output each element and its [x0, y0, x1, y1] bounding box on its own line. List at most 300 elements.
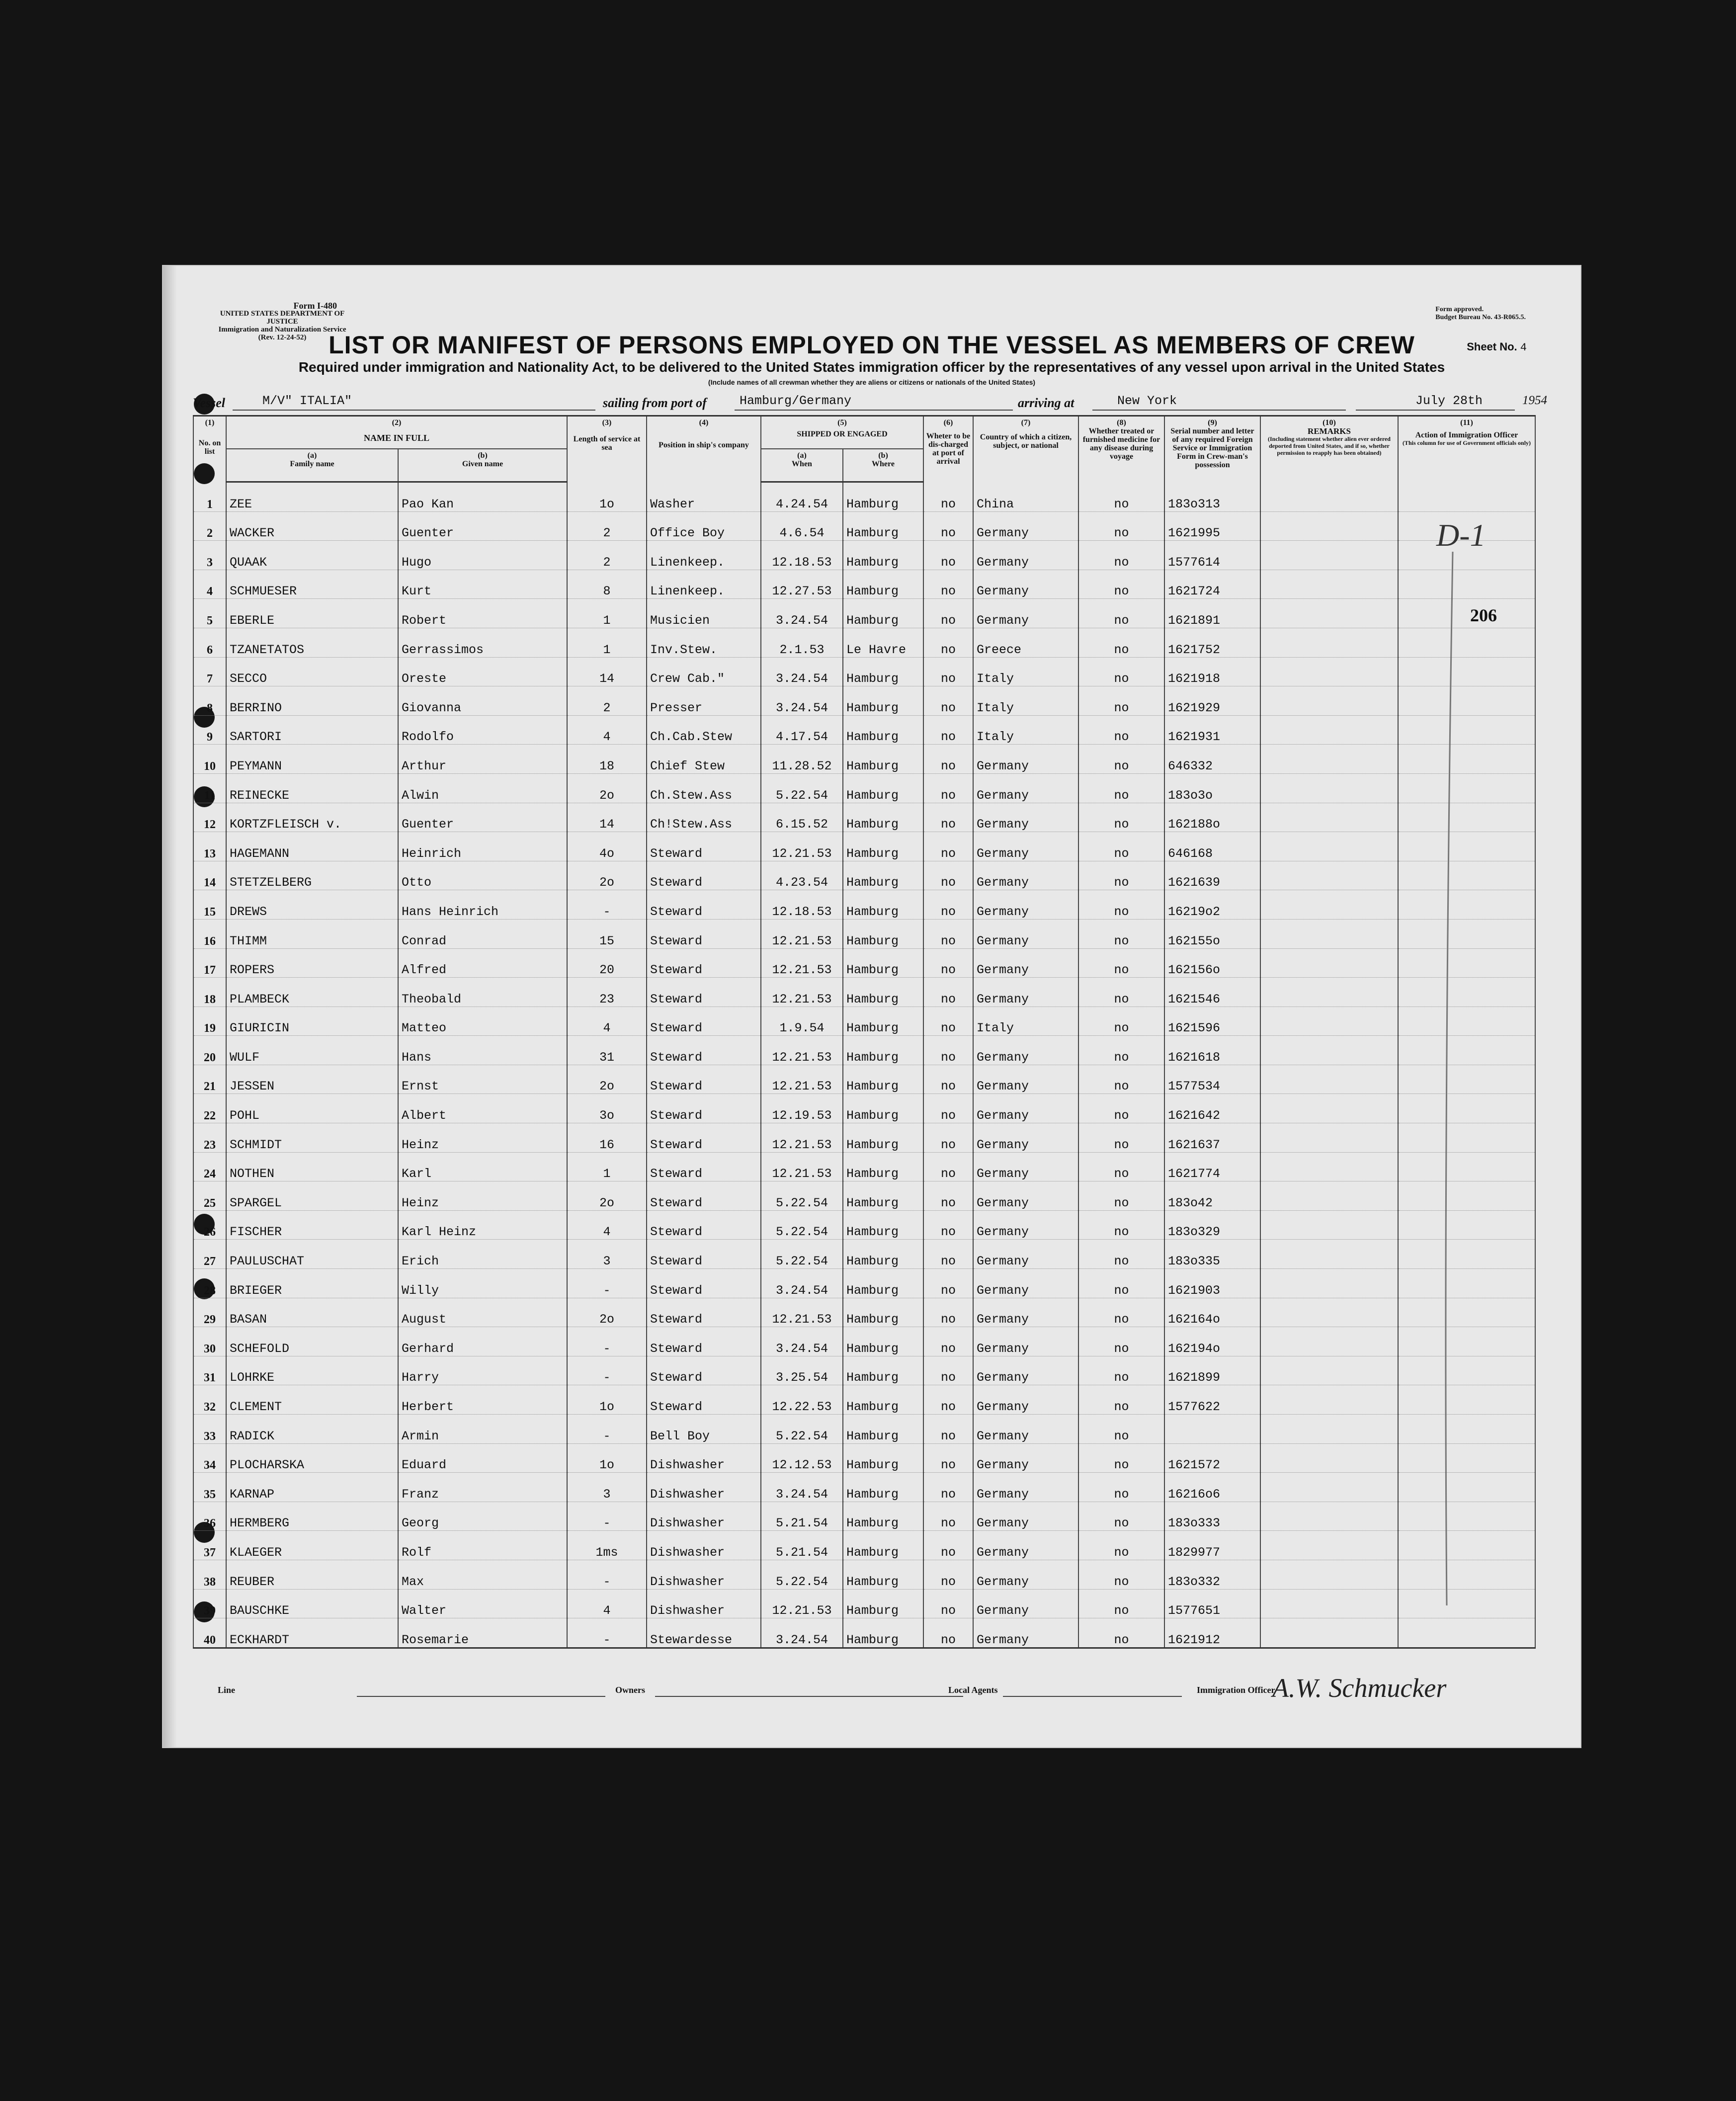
position-cell: Steward [647, 1094, 761, 1123]
table-row [193, 599, 1535, 628]
row-number-cell: 39 [193, 1589, 226, 1618]
shipped-when-cell: 4.23.54 [761, 861, 843, 890]
arrival-date: July 28th [1415, 394, 1483, 408]
position-cell: Dishwasher [647, 1502, 761, 1531]
action-cell [1398, 1210, 1535, 1240]
arrival-port: New York [1117, 394, 1177, 408]
medicine-cell: no [1078, 1298, 1164, 1327]
country-cell: Germany [973, 1210, 1078, 1240]
row-number-cell: 6 [193, 628, 226, 657]
service-length-cell: 4o [567, 832, 647, 861]
given-name-cell: Harry [398, 1356, 567, 1385]
table-row [193, 1240, 1535, 1269]
remarks-cell [1260, 686, 1398, 716]
remarks-cell [1260, 861, 1398, 890]
discharged-cell: no [923, 1327, 973, 1356]
remarks-cell [1260, 1036, 1398, 1065]
country-cell: Germany [973, 948, 1078, 978]
country-cell: Germany [973, 861, 1078, 890]
discharged-cell: no [923, 1589, 973, 1618]
serial-number-cell: 1621596 [1164, 1007, 1260, 1036]
shipped-where-cell: Hamburg [843, 1298, 923, 1327]
action-cell [1398, 948, 1535, 978]
action-cell [1398, 803, 1535, 832]
given-name-cell: Rolf [398, 1531, 567, 1560]
action-cell [1398, 1589, 1535, 1618]
table-row [193, 628, 1535, 657]
position-cell: Dishwasher [647, 1443, 761, 1473]
serial-number-cell: 162156o [1164, 948, 1260, 978]
row-number-cell: 34 [193, 1443, 226, 1473]
shipped-where-cell: Hamburg [843, 1327, 923, 1356]
country-cell: Germany [973, 1298, 1078, 1327]
medicine-cell: no [1078, 1240, 1164, 1269]
country-cell: Germany [973, 1181, 1078, 1211]
table-row [193, 1123, 1535, 1153]
col-given-header: (b) Given name [398, 449, 567, 482]
service-length-cell: - [567, 1356, 647, 1385]
shipped-when-cell: 3.24.54 [761, 1618, 843, 1648]
action-cell [1398, 1181, 1535, 1211]
shipped-when-cell: 2.1.53 [761, 628, 843, 657]
col-name-header: (2) NAME IN FULL [226, 416, 567, 449]
position-cell: Linenkeep. [647, 570, 761, 599]
family-name-cell: TZANETATOS [226, 628, 398, 657]
discharged-cell: no [923, 1531, 973, 1560]
serial-number-cell: 162155o [1164, 919, 1260, 948]
row-number-cell: 26 [193, 1210, 226, 1240]
remarks-cell [1260, 657, 1398, 686]
position-cell: Presser [647, 686, 761, 716]
serial-number-cell: 1621618 [1164, 1036, 1260, 1065]
given-name-cell: Hans Heinrich [398, 890, 567, 920]
shipped-where-cell: Hamburg [843, 1269, 923, 1298]
position-cell: Ch!Stew.Ass [647, 803, 761, 832]
given-name-cell: Albert [398, 1094, 567, 1123]
family-name-cell: SCHEFOLD [226, 1327, 398, 1356]
table-row [193, 1210, 1535, 1240]
given-name-cell: Heinz [398, 1181, 567, 1211]
shipped-where-cell: Hamburg [843, 511, 923, 541]
service-length-cell: 2o [567, 1065, 647, 1094]
remarks-cell [1260, 1589, 1398, 1618]
table-row [193, 1415, 1535, 1444]
service-length-cell: - [567, 1327, 647, 1356]
serial-number-cell: 646168 [1164, 832, 1260, 861]
signature-text: A.W. Schmucker [1272, 1673, 1447, 1703]
discharged-cell: no [923, 948, 973, 978]
table-row [193, 541, 1535, 570]
table-row [193, 1385, 1535, 1415]
country-cell: China [973, 482, 1078, 512]
row-number-cell: 18 [193, 978, 226, 1007]
shipped-when-cell: 3.24.54 [761, 599, 843, 628]
action-annotation: D-1 [1436, 517, 1486, 553]
action-cell [1398, 890, 1535, 920]
given-name-cell: Armin [398, 1415, 567, 1444]
given-name-cell: Guenter [398, 511, 567, 541]
medicine-cell: no [1078, 482, 1164, 512]
shipped-where-cell: Hamburg [843, 1356, 923, 1385]
row-number-cell: 30 [193, 1327, 226, 1356]
country-cell: Germany [973, 1356, 1078, 1385]
country-cell: Italy [973, 686, 1078, 716]
medicine-cell: no [1078, 628, 1164, 657]
col-discharged-header: (6) Wheter to be dis-charged at port of arrival [923, 416, 973, 482]
shipped-where-cell: Hamburg [843, 1385, 923, 1415]
row-number-cell: 36 [193, 1502, 226, 1531]
position-cell: Steward [647, 1065, 761, 1094]
action-cell [1398, 1036, 1535, 1065]
medicine-cell: no [1078, 1618, 1164, 1648]
medicine-cell: no [1078, 1589, 1164, 1618]
remarks-cell [1260, 715, 1398, 745]
shipped-when-cell: 12.19.53 [761, 1094, 843, 1123]
position-cell: Steward [647, 1298, 761, 1327]
position-cell: Bell Boy [647, 1415, 761, 1444]
medicine-cell: no [1078, 861, 1164, 890]
col-position-header: (4) Position in ship's company [647, 416, 761, 482]
table-row [193, 1589, 1535, 1618]
shipped-when-cell: 4.6.54 [761, 511, 843, 541]
row-number-cell: 8 [193, 686, 226, 716]
shipped-where-cell: Hamburg [843, 657, 923, 686]
shipped-where-cell: Le Havre [843, 628, 923, 657]
shipped-where-cell: Hamburg [843, 1065, 923, 1094]
table-row [193, 1065, 1535, 1094]
shipped-when-cell: 1.9.54 [761, 1007, 843, 1036]
shipped-where-cell: Hamburg [843, 715, 923, 745]
position-cell: Steward [647, 978, 761, 1007]
row-number-cell: 25 [193, 1181, 226, 1211]
serial-number-cell: 1621995 [1164, 511, 1260, 541]
header-row [193, 416, 1535, 449]
discharged-cell: no [923, 1094, 973, 1123]
action-cell [1398, 482, 1535, 512]
crew-rows [193, 482, 1535, 1648]
discharged-cell: no [923, 1618, 973, 1648]
family-name-cell: ECKHARDT [226, 1618, 398, 1648]
serial-number-cell: 183o313 [1164, 482, 1260, 512]
row-number-cell: 33 [193, 1415, 226, 1444]
remarks-cell [1260, 1415, 1398, 1444]
officer-label: Immigration Officer [1197, 1685, 1275, 1695]
shipped-when-cell: 11.28.52 [761, 745, 843, 774]
col-serial-header: (9) Serial number and letter of any required Foreign Service or Immigration Form in Crew-man's possession [1164, 416, 1260, 482]
shipped-where-cell: Hamburg [843, 978, 923, 1007]
service-length-cell: - [567, 1618, 647, 1648]
remarks-cell [1260, 482, 1398, 512]
serial-number-cell: 1621572 [1164, 1443, 1260, 1473]
country-cell: Germany [973, 1240, 1078, 1269]
vessel-line [193, 393, 1555, 413]
table-row [193, 657, 1535, 686]
serial-number-cell: 183o329 [1164, 1210, 1260, 1240]
discharged-cell: no [923, 1036, 973, 1065]
serial-number-cell: 1621752 [1164, 628, 1260, 657]
discharged-cell: no [923, 1240, 973, 1269]
given-name-cell: August [398, 1298, 567, 1327]
remarks-cell [1260, 832, 1398, 861]
crew-table [193, 415, 1536, 1649]
service-length-cell: - [567, 1560, 647, 1589]
shipped-where-cell: Hamburg [843, 686, 923, 716]
remarks-cell [1260, 1007, 1398, 1036]
shipped-where-cell: Hamburg [843, 541, 923, 570]
medicine-cell: no [1078, 1356, 1164, 1385]
row-number-cell: 20 [193, 1036, 226, 1065]
position-cell: Linenkeep. [647, 541, 761, 570]
medicine-cell: no [1078, 1415, 1164, 1444]
country-cell: Germany [973, 1560, 1078, 1589]
country-cell: Germany [973, 773, 1078, 803]
given-name-cell: Max [398, 1560, 567, 1589]
revision: (Rev. 12-24-52) [258, 334, 307, 341]
manifest-sheet [163, 266, 1580, 1747]
discharged-cell: no [923, 1502, 973, 1531]
remarks-cell [1260, 1327, 1398, 1356]
given-name-cell: Alwin [398, 773, 567, 803]
medicine-cell: no [1078, 1327, 1164, 1356]
family-name-cell: ZEE [226, 482, 398, 512]
discharged-cell: no [923, 890, 973, 920]
remarks-cell [1260, 948, 1398, 978]
shipped-when-cell: 12.21.53 [761, 1298, 843, 1327]
serial-number-cell: 1621637 [1164, 1123, 1260, 1153]
medicine-cell: no [1078, 1152, 1164, 1181]
shipped-when-cell: 5.21.54 [761, 1502, 843, 1531]
table-row [193, 482, 1535, 512]
table-row [193, 745, 1535, 774]
arriving-label: arriving at [1018, 396, 1075, 410]
medicine-cell: no [1078, 1443, 1164, 1473]
medicine-cell: no [1078, 1036, 1164, 1065]
country-cell: Greece [973, 628, 1078, 657]
medicine-cell: no [1078, 773, 1164, 803]
table-row [193, 803, 1535, 832]
serial-number-cell: 1621931 [1164, 715, 1260, 745]
position-cell: Steward [647, 1210, 761, 1240]
shipped-where-cell: Hamburg [843, 1210, 923, 1240]
remarks-cell [1260, 773, 1398, 803]
table-row [193, 1094, 1535, 1123]
medicine-cell: no [1078, 1560, 1164, 1589]
action-annotation: 206 [1470, 605, 1497, 625]
row-number-cell: 17 [193, 948, 226, 978]
given-name-cell: Heinz [398, 1123, 567, 1153]
action-cell [1398, 628, 1535, 657]
shipped-where-cell: Hamburg [843, 1502, 923, 1531]
service-length-cell: 1o [567, 482, 647, 512]
discharged-cell: no [923, 745, 973, 774]
serial-number-cell: 1621774 [1164, 1152, 1260, 1181]
service-length-cell: 2o [567, 1181, 647, 1211]
table-row [193, 948, 1535, 978]
row-number-cell: 38 [193, 1560, 226, 1589]
service-length-cell: 16 [567, 1123, 647, 1153]
medicine-cell: no [1078, 919, 1164, 948]
position-cell: Steward [647, 919, 761, 948]
remarks-cell [1260, 1502, 1398, 1531]
action-cell [1398, 599, 1535, 628]
family-name-cell: ROPERS [226, 948, 398, 978]
position-cell: Steward [647, 1123, 761, 1153]
position-cell: Dishwasher [647, 1473, 761, 1502]
country-cell: Germany [973, 1502, 1078, 1531]
serial-number-cell: 1621642 [1164, 1094, 1260, 1123]
serial-number-cell: 16216o6 [1164, 1473, 1260, 1502]
action-cell [1398, 1531, 1535, 1560]
budget-text: Budget Bureau No. 43-R065.5. [1435, 314, 1526, 321]
discharged-cell: no [923, 803, 973, 832]
country-cell: Italy [973, 715, 1078, 745]
service-length-cell: 1ms [567, 1531, 647, 1560]
serial-number-cell: 1621546 [1164, 978, 1260, 1007]
action-cell [1398, 861, 1535, 890]
discharged-cell: no [923, 832, 973, 861]
medicine-cell: no [1078, 1531, 1164, 1560]
given-name-cell: Willy [398, 1269, 567, 1298]
serial-number-cell: 162194o [1164, 1327, 1260, 1356]
shipped-where-cell: Hamburg [843, 1240, 923, 1269]
action-cell [1398, 1094, 1535, 1123]
service-length-cell: 4 [567, 1210, 647, 1240]
vessel-name: M/V" ITALIA" [262, 394, 352, 408]
shipped-when-cell: 12.22.53 [761, 1385, 843, 1415]
given-name-cell: Kurt [398, 570, 567, 599]
given-name-cell: Arthur [398, 745, 567, 774]
service-length-cell: 1 [567, 1152, 647, 1181]
serial-number-cell: 1621903 [1164, 1269, 1260, 1298]
family-name-cell: HAGEMANN [226, 832, 398, 861]
position-cell: Steward [647, 948, 761, 978]
shipped-where-cell: Hamburg [843, 570, 923, 599]
medicine-cell: no [1078, 1181, 1164, 1211]
country-cell: Germany [973, 832, 1078, 861]
family-name-cell: EBERLE [226, 599, 398, 628]
row-number-cell: 40 [193, 1618, 226, 1648]
family-name-cell: REINECKE [226, 773, 398, 803]
row-number-cell: 29 [193, 1298, 226, 1327]
row-number-cell: 24 [193, 1152, 226, 1181]
discharged-cell: no [923, 657, 973, 686]
shipped-where-cell: Hamburg [843, 832, 923, 861]
vessel-label: Vessel [193, 396, 225, 410]
col-where-header: (b) Where [843, 449, 923, 482]
col-remarks-header: (10) REMARKS (Including statement whether alien ever ordered deported from United States, and if so, whether permission to reapply has been obtained) [1260, 416, 1398, 482]
shipped-when-cell: 12.21.53 [761, 978, 843, 1007]
col-action-header: (11) Action of Immigration Officer (This column for use of Government officials only) [1398, 416, 1535, 482]
shipped-where-cell: Hamburg [843, 1123, 923, 1153]
table-row [193, 1531, 1535, 1560]
shipped-when-cell: 5.22.54 [761, 1181, 843, 1211]
family-name-cell: POHL [226, 1094, 398, 1123]
remarks-cell [1260, 599, 1398, 628]
serial-number-cell: 1621891 [1164, 599, 1260, 628]
shipped-when-cell: 6.15.52 [761, 803, 843, 832]
row-number-cell: 7 [193, 657, 226, 686]
col-medicine-header: (8) Whether treated or furnished medicine for any disease during voyage [1078, 416, 1164, 482]
table-row [193, 1036, 1535, 1065]
given-name-cell: Karl Heinz [398, 1210, 567, 1240]
medicine-cell: no [1078, 599, 1164, 628]
action-cell [1398, 745, 1535, 774]
medicine-cell: no [1078, 803, 1164, 832]
discharged-cell: no [923, 1065, 973, 1094]
service-length-cell: 1o [567, 1385, 647, 1415]
given-name-cell: Heinrich [398, 832, 567, 861]
row-number-cell: 19 [193, 1007, 226, 1036]
shipped-when-cell: 12.21.53 [761, 1152, 843, 1181]
table-row [193, 570, 1535, 599]
remarks-cell [1260, 978, 1398, 1007]
family-name-cell: SCHMUESER [226, 570, 398, 599]
discharged-cell: no [923, 1473, 973, 1502]
given-name-cell: Pao Kan [398, 482, 567, 512]
service-length-cell: 2 [567, 686, 647, 716]
row-number-cell: 32 [193, 1385, 226, 1415]
table-row [193, 1152, 1535, 1181]
sheet-number [1467, 340, 1527, 354]
shipped-when-cell: 3.24.54 [761, 657, 843, 686]
shipped-where-cell: Hamburg [843, 773, 923, 803]
table-row [193, 1181, 1535, 1211]
serial-number-cell: 1577622 [1164, 1385, 1260, 1415]
position-cell: Steward [647, 832, 761, 861]
row-number-cell: 14 [193, 861, 226, 890]
row-number-cell: 2 [193, 511, 226, 541]
service-length-cell: 1 [567, 599, 647, 628]
discharged-cell: no [923, 686, 973, 716]
table-row [193, 1560, 1535, 1589]
family-name-cell: FISCHER [226, 1210, 398, 1240]
serial-number-cell: 162164o [1164, 1298, 1260, 1327]
action-cell [1398, 1443, 1535, 1473]
shipped-when-cell: 12.21.53 [761, 1123, 843, 1153]
shipped-where-cell: Hamburg [843, 1531, 923, 1560]
serial-number-cell: 16219o2 [1164, 890, 1260, 920]
discharged-cell: no [923, 1298, 973, 1327]
service-length-cell: 2o [567, 773, 647, 803]
service-length-cell: - [567, 890, 647, 920]
service-length-cell: 8 [567, 570, 647, 599]
action-cell [1398, 919, 1535, 948]
service-length-cell: 18 [567, 745, 647, 774]
family-name-cell: LOHRKE [226, 1356, 398, 1385]
family-name-cell: WULF [226, 1036, 398, 1065]
country-cell: Germany [973, 1531, 1078, 1560]
remarks-cell [1260, 1269, 1398, 1298]
remarks-cell [1260, 745, 1398, 774]
country-cell: Germany [973, 511, 1078, 541]
position-cell: Steward [647, 1356, 761, 1385]
service-length-cell: 2 [567, 511, 647, 541]
serial-number-cell: 183o3o [1164, 773, 1260, 803]
country-cell: Germany [973, 1036, 1078, 1065]
action-cell [1398, 1415, 1535, 1444]
shipped-where-cell: Hamburg [843, 1415, 923, 1444]
serial-number-cell: 1577614 [1164, 541, 1260, 570]
country-cell: Germany [973, 1589, 1078, 1618]
family-name-cell: SCHMIDT [226, 1123, 398, 1153]
shipped-when-cell: 12.21.53 [761, 1036, 843, 1065]
family-name-cell: THIMM [226, 919, 398, 948]
agents-label: Local Agents [948, 1685, 998, 1695]
remarks-cell [1260, 1560, 1398, 1589]
given-name-cell: Gerhard [398, 1327, 567, 1356]
service-length-cell: 3 [567, 1240, 647, 1269]
shipped-where-cell: Hamburg [843, 1007, 923, 1036]
